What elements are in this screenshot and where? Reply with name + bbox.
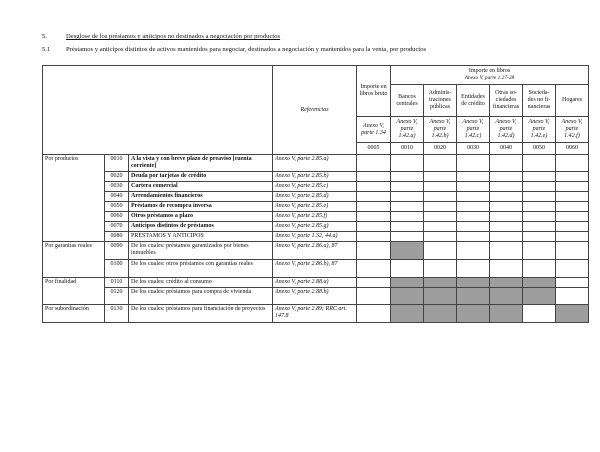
row-description: De los cuales: crédito al consumo [129, 278, 273, 288]
value-cell[interactable] [424, 232, 457, 242]
value-cell[interactable] [424, 222, 457, 232]
shaded-cell [391, 305, 424, 323]
value-cell[interactable] [457, 202, 490, 212]
col-code-importe-bruto: 0005 [357, 143, 391, 155]
row-description: De los cuales: préstamos garantizados por bienes inmuebles [129, 242, 273, 260]
col-ref-sociedades-no-financieras: Anexo V, parte 1.42.e) [523, 117, 556, 143]
section-number: 5. [42, 33, 47, 40]
row-reference: Anexo V, parte 2.85.f) [273, 212, 357, 222]
shaded-cell [391, 278, 424, 288]
row-description: PRÉSTAMOS Y ANTICIPOS [129, 232, 273, 242]
value-cell[interactable] [424, 192, 457, 202]
value-cell[interactable] [391, 222, 424, 232]
importe-bruto-ref: Anexo V, parte 1.34 [357, 117, 391, 143]
row-reference: Anexo V, parte 2.88.a) [273, 278, 357, 288]
value-cell[interactable] [424, 242, 457, 260]
value-cell[interactable] [457, 182, 490, 192]
row-description: Préstamos de recompra inversa [129, 202, 273, 212]
row-reference: Anexo V, parte 2.89; RRC art. 147.8 [273, 305, 357, 323]
row-description: De los cuales: préstamos para compra de vivienda [129, 288, 273, 305]
value-cell[interactable] [357, 242, 391, 260]
value-cell[interactable] [357, 155, 391, 172]
row-reference: Anexo V, parte 2.88.b) [273, 288, 357, 305]
row-description: Anticipos distintos de préstamos [129, 222, 273, 232]
col-header-entidades-credito: Entidades de crédito [457, 85, 490, 117]
value-cell[interactable] [357, 222, 391, 232]
row-code: 0090 [105, 242, 129, 260]
value-cell[interactable] [357, 192, 391, 202]
value-cell[interactable] [357, 260, 391, 278]
value-cell[interactable] [523, 222, 556, 232]
row-code: 0080 [105, 232, 129, 242]
value-cell[interactable] [357, 212, 391, 222]
importe-bruto-header: Importe en libros bruto [357, 66, 391, 117]
importe-libros-group-header [391, 66, 589, 85]
value-cell[interactable] [556, 182, 589, 192]
shaded-cell [523, 288, 556, 305]
row-code: 0130 [105, 305, 129, 323]
row-description: De los cuales: préstamos para financiación de proyectos [129, 305, 273, 323]
row-code: 0020 [105, 172, 129, 182]
value-cell[interactable] [556, 232, 589, 242]
value-cell[interactable] [391, 182, 424, 192]
value-cell[interactable] [391, 232, 424, 242]
importe-libros-ref: Anexo V, parte 1.27-28 [464, 75, 515, 82]
shaded-cell [424, 305, 457, 323]
value-cell[interactable] [490, 182, 523, 192]
value-cell[interactable] [523, 172, 556, 182]
col-ref-entidades-credito: Anexo V, parte 1.42.c) [457, 117, 490, 143]
shaded-cell [391, 288, 424, 305]
col-code-otras-sociedades-financieras: 0040 [490, 143, 523, 155]
row-code: 0040 [105, 192, 129, 202]
row-description: Deuda por tarjetas de crédito [129, 172, 273, 182]
value-cell[interactable] [490, 155, 523, 172]
value-cell[interactable] [523, 232, 556, 242]
value-cell[interactable] [556, 202, 589, 212]
col-code-bancos-centrales: 0010 [391, 143, 424, 155]
value-cell[interactable] [490, 212, 523, 222]
col-code-administraciones-publicas: 0020 [424, 143, 457, 155]
value-cell[interactable] [457, 212, 490, 222]
value-cell[interactable] [556, 192, 589, 202]
row-code: 0070 [105, 222, 129, 232]
value-cell[interactable] [556, 222, 589, 232]
value-cell[interactable] [523, 182, 556, 192]
value-cell[interactable] [424, 212, 457, 222]
value-cell[interactable] [424, 260, 457, 278]
row-code: 0010 [105, 155, 129, 172]
value-cell[interactable] [424, 155, 457, 172]
value-cell[interactable] [523, 260, 556, 278]
value-cell[interactable] [357, 182, 391, 192]
value-cell[interactable] [556, 260, 589, 278]
section-heading [42, 33, 280, 40]
value-cell[interactable] [523, 192, 556, 202]
col-ref-bancos-centrales: Anexo V, parte 1.42.a) [391, 117, 424, 143]
shaded-cell [424, 288, 457, 305]
col-header-otras-sociedades-financieras: Otras so-ciedades financieras [490, 85, 523, 117]
value-cell[interactable] [457, 232, 490, 242]
row-reference: Anexo V, parte 2.85.b) [273, 172, 357, 182]
value-cell[interactable] [490, 222, 523, 232]
value-cell[interactable] [357, 232, 391, 242]
row-reference: Anexo V, parte 2.85.a) [273, 155, 357, 172]
shaded-cell [490, 278, 523, 288]
value-cell[interactable] [357, 305, 391, 323]
value-cell[interactable] [391, 260, 424, 278]
value-cell[interactable] [457, 172, 490, 182]
loans-by-product-table [42, 65, 589, 323]
row-code: 0100 [105, 260, 129, 278]
row-description: Arrendamientos financieros [129, 192, 273, 202]
group-label-por-subordinacion: Por subordinación [43, 305, 105, 323]
col-header-hogares: Hogares [556, 85, 589, 117]
row-code: 0030 [105, 182, 129, 192]
referencias-header: Referencias [273, 66, 357, 155]
col-ref-administraciones-publicas: Anexo V, parte 1.42.b) [424, 117, 457, 143]
shaded-cell [490, 288, 523, 305]
value-cell[interactable] [490, 192, 523, 202]
value-cell[interactable] [357, 172, 391, 182]
group-label-por-productos: Por productos [43, 155, 105, 242]
subsection-number: 5.1 [42, 46, 51, 53]
subsection-heading [42, 46, 426, 53]
value-cell[interactable] [490, 172, 523, 182]
value-cell[interactable] [424, 202, 457, 212]
value-cell[interactable] [556, 172, 589, 182]
value-cell[interactable] [457, 222, 490, 232]
shaded-cell [457, 305, 490, 323]
group-label-por-finalidad: Por finalidad [43, 278, 105, 305]
shaded-cell [490, 305, 523, 323]
col-header-sociedades-no-financieras: Socieda-des no fi-nancieras [523, 85, 556, 117]
value-cell[interactable] [523, 212, 556, 222]
shaded-cell [391, 242, 424, 260]
value-cell[interactable] [424, 172, 457, 182]
row-reference: Anexo V, parte 2.86.b), 87 [273, 260, 357, 278]
col-code-hogares: 0060 [556, 143, 589, 155]
value-cell[interactable] [490, 232, 523, 242]
value-cell[interactable] [490, 202, 523, 212]
value-cell[interactable] [391, 172, 424, 182]
row-reference: Anexo V, parte 2.85.d) [273, 192, 357, 202]
value-cell[interactable] [457, 242, 490, 260]
row-reference: Anexo V, parte 2.85.e) [273, 202, 357, 212]
value-cell[interactable] [357, 202, 391, 212]
col-ref-otras-sociedades-financieras: Anexo V, parte 1.42.d) [490, 117, 523, 143]
shaded-cell [457, 288, 490, 305]
group-label-por-garantias-reales: Por garantías reales [43, 242, 105, 278]
value-cell[interactable] [424, 182, 457, 192]
row-description: A la vista y con breve plazo de preaviso [cuenta corriente] [129, 155, 273, 172]
value-cell[interactable] [523, 155, 556, 172]
col-code-sociedades-no-financieras: 0050 [523, 143, 556, 155]
row-description: Otros préstamos a plazo [129, 212, 273, 222]
value-cell[interactable] [457, 192, 490, 202]
value-cell[interactable] [523, 202, 556, 212]
value-cell[interactable] [556, 242, 589, 260]
importe-libros-label: Importe en libros [468, 68, 511, 75]
value-cell[interactable] [556, 288, 589, 305]
row-reference: Anexo V, parte 2.86.a), 87 [273, 242, 357, 260]
section-title: Desglose de los préstamos y anticipos no destinados a negociación por productos [66, 33, 281, 40]
shaded-cell [523, 278, 556, 288]
row-description: De los cuales: otros préstamos con garantías reales [129, 260, 273, 278]
value-cell[interactable] [391, 192, 424, 202]
value-cell[interactable] [391, 212, 424, 222]
value-cell[interactable] [391, 202, 424, 212]
col-header-bancos-centrales: Bancos centrales [391, 85, 424, 117]
value-cell[interactable] [357, 278, 391, 288]
value-cell[interactable] [556, 155, 589, 172]
shaded-cell [424, 278, 457, 288]
row-reference: Anexo V, parte 1.32, 44.a) [273, 232, 357, 242]
value-cell[interactable] [523, 242, 556, 260]
value-cell[interactable] [523, 305, 556, 323]
row-code: 0120 [105, 288, 129, 305]
shaded-cell [457, 278, 490, 288]
shaded-cell [556, 305, 589, 323]
row-reference: Anexo V, parte 2.85.c) [273, 182, 357, 192]
row-code: 0050 [105, 202, 129, 212]
value-cell[interactable] [457, 155, 490, 172]
row-code: 0110 [105, 278, 129, 288]
col-code-entidades-credito: 0030 [457, 143, 490, 155]
row-description: Cartera comercial [129, 182, 273, 192]
row-reference: Anexo V, parte 2.85.g) [273, 222, 357, 232]
value-cell[interactable] [490, 260, 523, 278]
subsection-title: Préstamos y anticipos distintos de activos mantenidos para negociar, destinados a negociación y mantenidos para la venta, por productos [66, 46, 427, 53]
value-cell[interactable] [490, 242, 523, 260]
col-header-administraciones-publicas: Adminis-traciones públicas [424, 85, 457, 117]
value-cell[interactable] [457, 260, 490, 278]
corner-cell [43, 66, 273, 155]
col-ref-hogares: Anexo V, parte 1.42.f) [556, 117, 589, 143]
value-cell[interactable] [556, 212, 589, 222]
value-cell[interactable] [391, 155, 424, 172]
row-code: 0060 [105, 212, 129, 222]
value-cell[interactable] [556, 278, 589, 288]
value-cell[interactable] [357, 288, 391, 305]
